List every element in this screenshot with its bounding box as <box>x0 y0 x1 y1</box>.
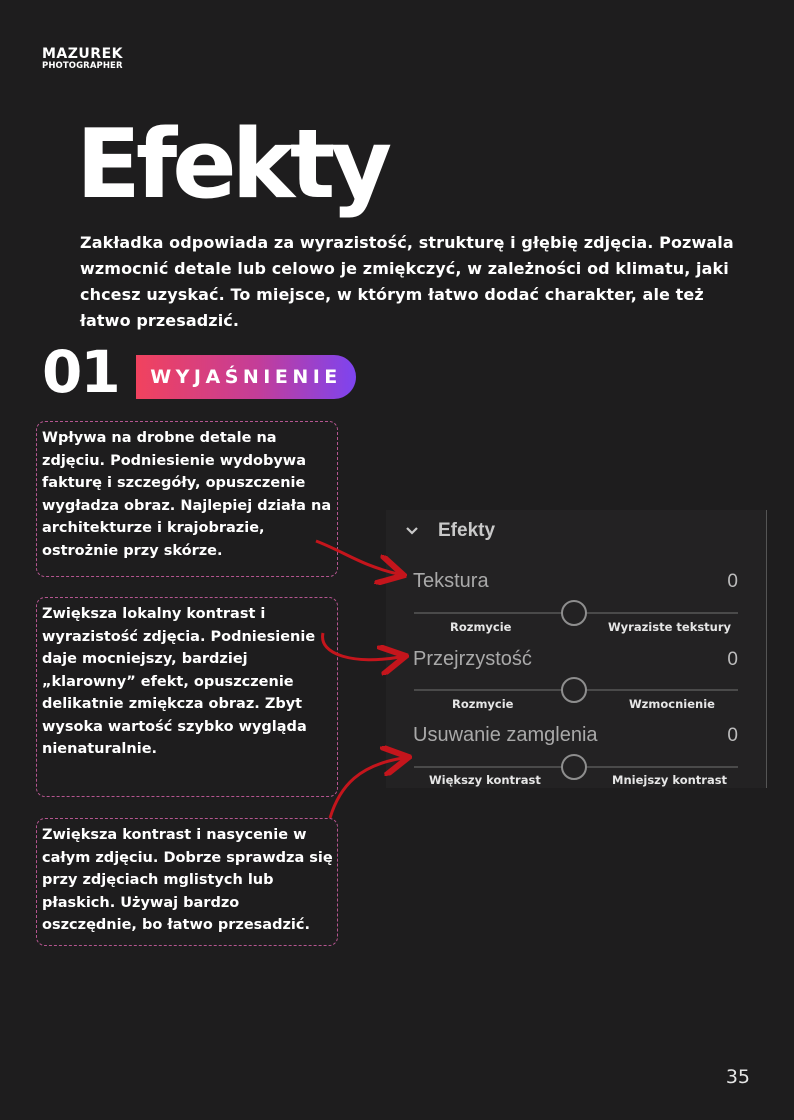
slider-caption-left: Rozmycie <box>450 620 512 634</box>
slider-value-przejrzystosc[interactable]: 0 <box>727 649 738 670</box>
arrow-to-dehaze <box>330 758 403 818</box>
page-number: 35 <box>725 1066 750 1088</box>
explanation-box-dehaze: Zwiększa kontrast i nasycenie w całym zdjęciu. Dobrze sprawdza się przy zdjęciach mglistych lub płaskich. Używaj bardzo oszczędnie, bo łatwo przesadzić. <box>36 818 338 946</box>
section-number: 01 <box>42 338 119 406</box>
section-tag: WYJAŚNIENIE <box>136 355 356 399</box>
slider-value-tekstura[interactable]: 0 <box>727 571 738 592</box>
page-title: Efekty <box>76 110 388 220</box>
explanation-box-clarity: Zwiększa lokalny kontrast i wyrazistość zdjęcia. Podniesienie daje mocniejszy, bardziej „klarowny” efekt, opuszczenie delikatnie zmiękcza obraz. Zbyt wysoka wartość szybko wygląda nienaturalnie. <box>36 597 338 797</box>
intro-text: Zakładka odpowiada za wyrazistość, strukturę i głębię zdjęcia. Pozwala wzmocnić detale lub celowo je zmiękczyć, w zależności od klimatu, jaki chcesz uzyskać. To miejsce, w którym łatwo dodać charakter, ale też łatwo przesadzić. <box>80 233 734 330</box>
arrow-to-przejrzystosc <box>323 633 400 660</box>
slider-label-usuwanie-zamglenia: Usuwanie zamglenia <box>413 724 598 746</box>
arrow-to-tekstura <box>316 541 398 574</box>
slider-caption-left: Rozmycie <box>452 697 514 711</box>
panel-header-label: Efekty <box>438 520 496 541</box>
slider-caption-right: Wyraziste tekstury <box>608 620 732 634</box>
slider-caption-right: Wzmocnienie <box>629 697 715 711</box>
logo-line1: MAZUREK <box>42 46 123 62</box>
slider-label-przejrzystosc: Przejrzystość <box>413 648 532 670</box>
logo-line2: PHOTOGRAPHER <box>42 61 123 71</box>
slider-caption-right: Mniejszy kontrast <box>612 773 728 787</box>
slider-label-tekstura: Tekstura <box>413 570 489 592</box>
slider-caption-left: Większy kontrast <box>429 773 541 787</box>
slider-value-usuwanie-zamglenia[interactable]: 0 <box>727 725 738 746</box>
explanation-box-texture: Wpływa na drobne detale na zdjęciu. Podniesienie wydobywa fakturę i szczegóły, opuszczenie wygładza obraz. Najlepiej działa na architekturze i krajobrazie, ostrożnie przy skórze. <box>36 421 338 577</box>
